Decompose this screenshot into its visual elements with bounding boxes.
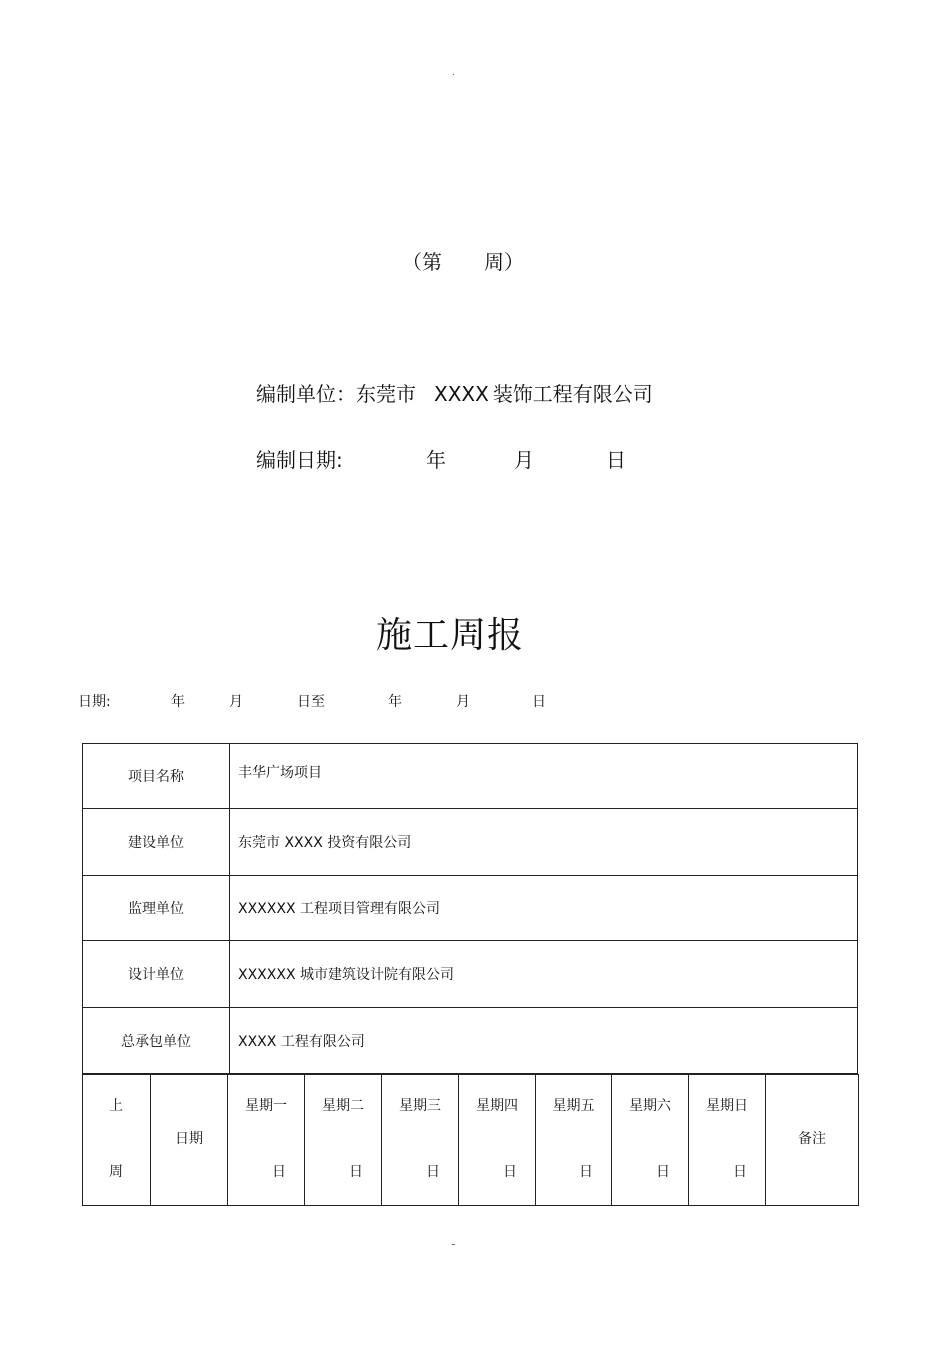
table-row <box>83 744 858 809</box>
table-row <box>83 1075 859 1206</box>
project-info-table <box>82 743 858 1074</box>
project-name-value: 丰华广场项目 <box>230 744 858 809</box>
compiler-x: XXXX <box>434 382 489 406</box>
table-row <box>83 809 858 876</box>
day-name: 星期六 <box>629 1098 671 1114</box>
compiler-label: 编制单位：东莞市 <box>256 382 416 406</box>
day-name: 星期三 <box>399 1098 441 1114</box>
day-name: 星期日 <box>706 1098 748 1114</box>
contractor-value: XXXX 工程有限公司 <box>230 1008 858 1074</box>
compiler-rest: 装饰工程有限公司 <box>492 382 653 406</box>
day-name: 星期五 <box>552 1098 595 1114</box>
day-suffix: 日 <box>503 1164 517 1180</box>
day-cell <box>459 1075 536 1206</box>
contractor-label: 总承包单位 <box>83 1008 230 1074</box>
period-year-1: 年 <box>171 694 185 710</box>
week-open: （第 <box>402 250 442 274</box>
day-name: 星期二 <box>322 1098 364 1114</box>
table-row <box>83 941 858 1008</box>
day-cell <box>536 1075 612 1206</box>
prev-week-cell <box>83 1075 151 1206</box>
week-close: 周） <box>484 250 524 274</box>
designer-value: XXXXXX 城市建筑设计院有限公司 <box>230 941 858 1008</box>
period-day-2: 日 <box>532 694 546 710</box>
day-cell <box>382 1075 459 1206</box>
compile-date-line <box>256 444 626 473</box>
owner-label: 建设单位 <box>83 809 230 876</box>
designer-label: 设计单位 <box>83 941 230 1008</box>
week-label <box>402 246 524 275</box>
compile-date-label: 编制日期: <box>256 448 343 472</box>
day-name: 星期一 <box>245 1098 287 1114</box>
compiler-line <box>256 378 653 407</box>
prev-week-top: 上 <box>109 1098 123 1114</box>
compile-month: 月 <box>514 448 534 472</box>
day-suffix: 日 <box>272 1164 286 1180</box>
day-cell <box>228 1075 305 1206</box>
compile-year: 年 <box>426 448 446 472</box>
supervisor-label: 监理单位 <box>83 876 230 941</box>
day-name: 星期四 <box>476 1098 518 1114</box>
day-cell <box>305 1075 382 1206</box>
date-header: 日期 <box>175 1131 203 1147</box>
period-day-to: 日至 <box>297 694 325 710</box>
period-year-2: 年 <box>388 694 402 710</box>
prev-week-bottom: 周 <box>109 1164 123 1180</box>
period-month-1: 月 <box>229 694 243 710</box>
date-header-cell <box>151 1075 228 1206</box>
day-suffix: 日 <box>656 1164 670 1180</box>
page-marker-bottom <box>452 1244 455 1245</box>
supervisor-value: XXXXXX 工程项目管理有限公司 <box>230 876 858 941</box>
report-title: 施工周报 <box>375 615 524 656</box>
day-suffix: 日 <box>579 1164 593 1180</box>
remarks-header: 备注 <box>798 1131 826 1147</box>
project-name-label: 项目名称 <box>83 744 230 809</box>
page-marker-top <box>453 74 454 75</box>
day-suffix: 日 <box>426 1164 440 1180</box>
day-cell <box>689 1075 766 1206</box>
day-cell <box>612 1075 689 1206</box>
table-row <box>83 1008 858 1074</box>
period-month-2: 月 <box>456 694 470 710</box>
last-week-table <box>82 1074 859 1206</box>
day-suffix: 日 <box>733 1164 747 1180</box>
table-row <box>83 876 858 941</box>
remarks-cell <box>766 1075 859 1206</box>
period-label: 日期: <box>78 694 111 710</box>
day-suffix: 日 <box>349 1164 363 1180</box>
owner-value: 东莞市 XXXX 投资有限公司 <box>230 809 858 876</box>
compile-day: 日 <box>606 448 626 472</box>
